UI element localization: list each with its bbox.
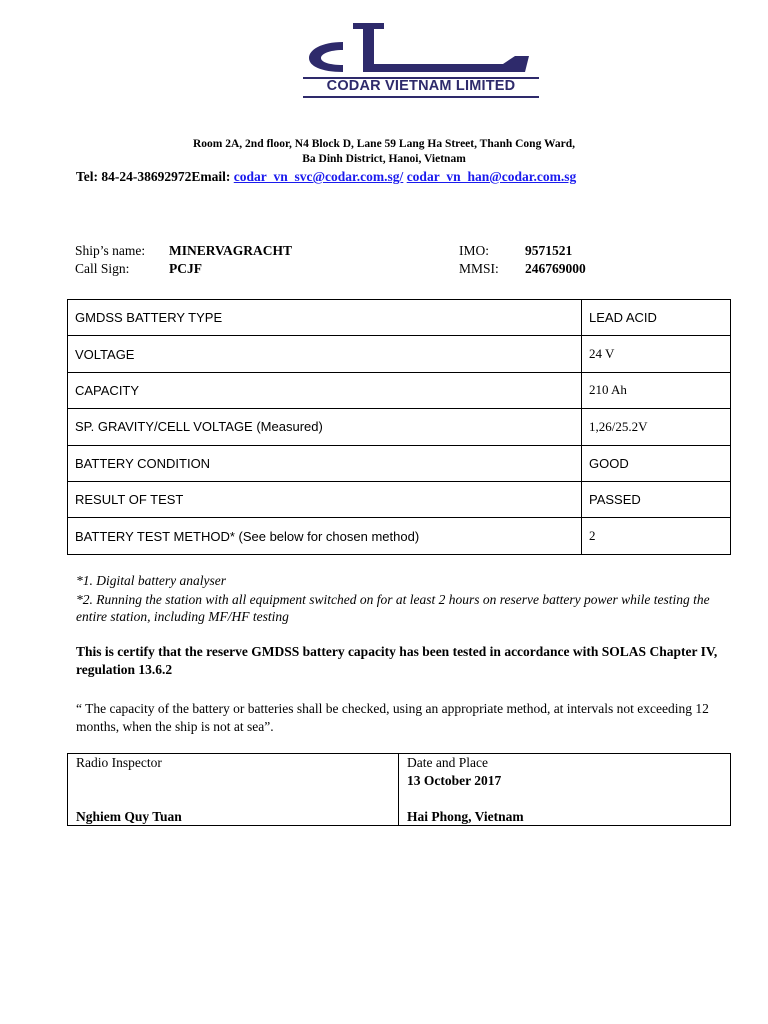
method-note-2: *2. Running the station with all equipment switched on for at least 2 hours on reserve battery power while testing the entire station, including MF/HF testing <box>76 592 710 624</box>
row-label: GMDSS BATTERY TYPE <box>68 300 582 336</box>
row-label: RESULT OF TEST <box>68 481 582 517</box>
row-label: CAPACITY <box>68 372 582 408</box>
row-value: 2 <box>582 518 731 554</box>
date-value: 13 October 2017 <box>407 773 502 788</box>
address-line-2: Ba Dinh District, Hanoi, Vietnam <box>302 153 466 165</box>
method-note-1: *1. Digital battery analyser <box>76 573 226 588</box>
ship-name-label: Ship’s name: <box>75 243 146 258</box>
inspector-cell <box>68 754 399 826</box>
table-row <box>68 336 731 372</box>
email-link-han[interactable]: codar_vn_han@codar.com.sg <box>406 169 577 184</box>
row-label: VOLTAGE <box>68 336 582 372</box>
mmsi-value: 246769000 <box>525 261 586 276</box>
row-value: PASSED <box>582 481 731 517</box>
row-value: 24 V <box>582 336 731 372</box>
battery-spec-table <box>67 299 731 555</box>
row-value: LEAD ACID <box>582 300 731 336</box>
imo-label: IMO: <box>459 243 489 258</box>
call-sign-value: PCJF <box>169 261 202 276</box>
row-label: SP. GRAVITY/CELL VOLTAGE (Measured) <box>68 409 582 445</box>
regulation-quote: “ The capacity of the battery or batteries shall be checked, using an appropriate method, at intervals not exceeding 12 months, when the ship is not at sea”. <box>76 701 709 734</box>
date-place-cell <box>399 754 731 826</box>
company-name: CODAR VIETNAM LIMITED <box>326 78 516 94</box>
row-value: 210 Ah <box>582 372 731 408</box>
contact-line <box>76 169 576 185</box>
signature-table <box>67 753 731 826</box>
date-label: Date and Place <box>407 755 488 770</box>
table-row <box>68 372 731 408</box>
email-link-svc[interactable]: codar_vn_svc@codar.com.sg/ <box>233 169 404 184</box>
row-label: BATTERY CONDITION <box>68 445 582 481</box>
table-row <box>68 481 731 517</box>
address-line-1: Room 2A, 2nd floor, N4 Block D, Lane 59 Lang Ha Street, Thanh Cong Ward, <box>192 138 575 150</box>
imo-value: 9571521 <box>525 243 573 258</box>
table-row <box>68 518 731 554</box>
row-value: 1,26/25.2V <box>582 409 731 445</box>
ship-name-value: MINERVAGRACHT <box>169 243 293 258</box>
company-logo <box>303 20 539 102</box>
tel-label: Tel: 84-24-38692972 <box>76 169 192 184</box>
table-row <box>68 300 731 336</box>
row-value: GOOD <box>582 445 731 481</box>
inspector-label: Radio Inspector <box>76 755 162 770</box>
call-sign-label: Call Sign: <box>75 261 130 276</box>
row-label: BATTERY TEST METHOD* (See below for chosen method) <box>68 518 582 554</box>
mmsi-label: MMSI: <box>459 261 499 276</box>
certification-statement: This is certify that the reserve GMDSS battery capacity has been tested in accordance with SOLAS Chapter IV, regulation 13.6.2 <box>76 644 718 677</box>
place-value: Hai Phong, Vietnam <box>407 809 524 824</box>
table-row <box>68 409 731 445</box>
email-label: Email: <box>191 169 231 184</box>
table-row <box>68 445 731 481</box>
codar-logo-icon <box>303 20 539 78</box>
inspector-name: Nghiem Quy Tuan <box>76 809 182 824</box>
